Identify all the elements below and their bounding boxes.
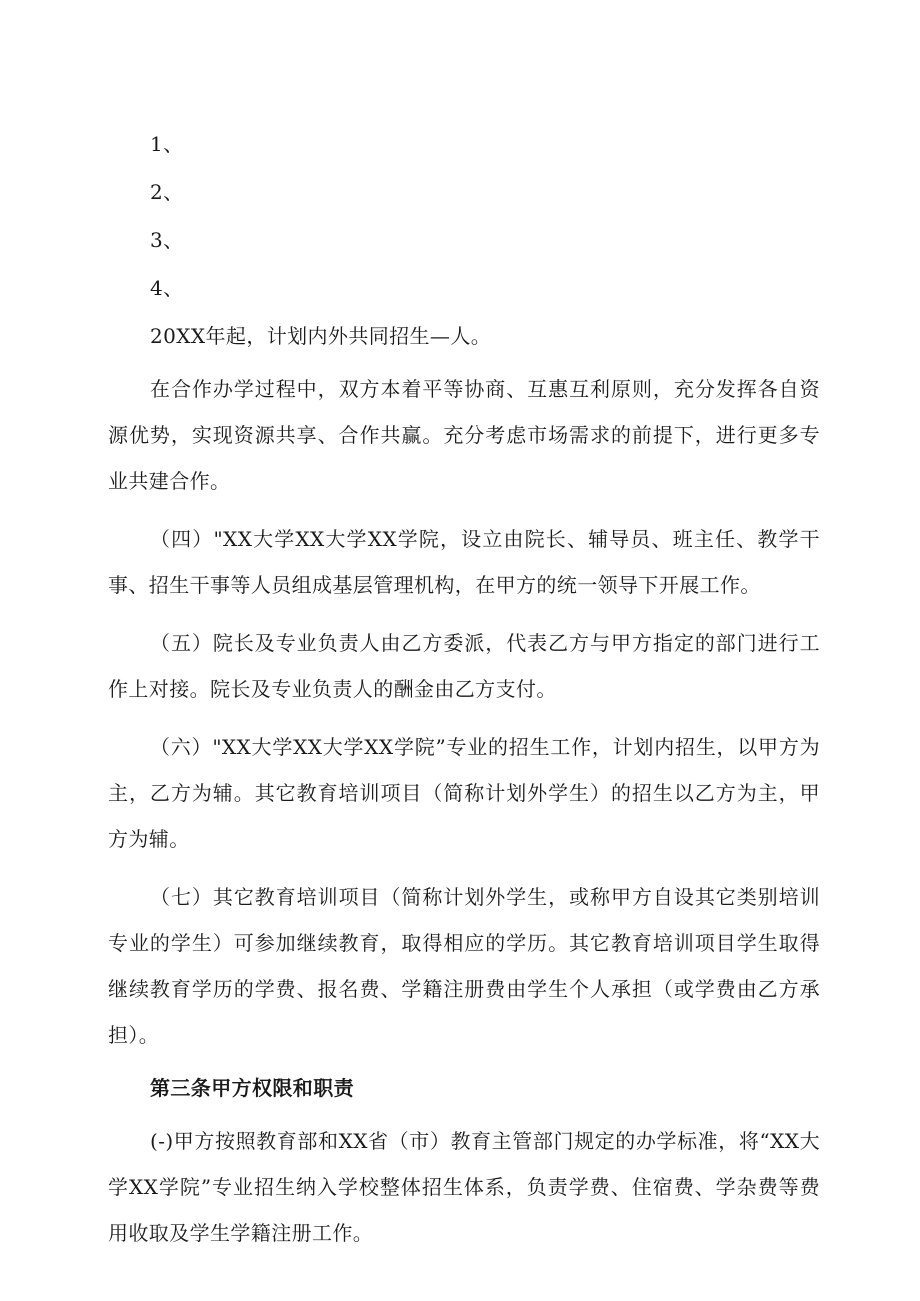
paragraph-five: （五）院长及专业负责人由乙方委派，代表乙方与甲方指定的部门进行工作上对接。院长及专业负责人的酬金由乙方支付。 [108,631,820,701]
enrollment-line: 20XX年起，计划内外共同招生—人。 [150,324,492,348]
paragraph-cooperation: 在合作办学过程中，双方本着平等协商、互惠互利原则，充分发挥各自资源优势，实现资源共享、合作共赢。充分考虑市场需求的前提下，进行更多专业共建合作。 [108,377,820,493]
section-paragraph: (-)甲方按照教育部和XX省（市）教育主管部门规定的办学标准，将“XX大学XX学院”专业招生纳入学校整体招生体系，负责学费、住宿费、学杂费等费用收取及学生学籍注册工作。 [108,1129,820,1245]
paragraph-six: （六）"XX大学XX大学XX学院”专业的招生工作，计划内招生，以甲方为主，乙方为辅。其它教育培训项目（简称计划外学生）的招生以乙方为主，甲方为辅。 [108,735,820,851]
list-item-1: 1、 [150,132,184,156]
paragraph-seven: （七）其它教育培训项目（简称计划外学生，或称甲方自设其它类别培训专业的学生）可参加继续教育，取得相应的学历。其它教育培训项目学生取得继续教育学历的学费、报名费、学籍注册费由学生个人承担（或学费由乙方承担）。 [108,885,820,1047]
list-item-3: 3、 [150,228,184,252]
paragraph-four: （四）"XX大学XX大学XX学院，设立由院长、辅导员、班主任、教学干事、招生干事等人员组成基层管理机构，在甲方的统一领导下开展工作。 [108,527,820,597]
document-body [108,126,820,1268]
section-heading: 第三条甲方权限和职责 [150,1076,354,1100]
list-item-2: 2、 [150,180,184,204]
list-item-4: 4、 [150,276,184,300]
